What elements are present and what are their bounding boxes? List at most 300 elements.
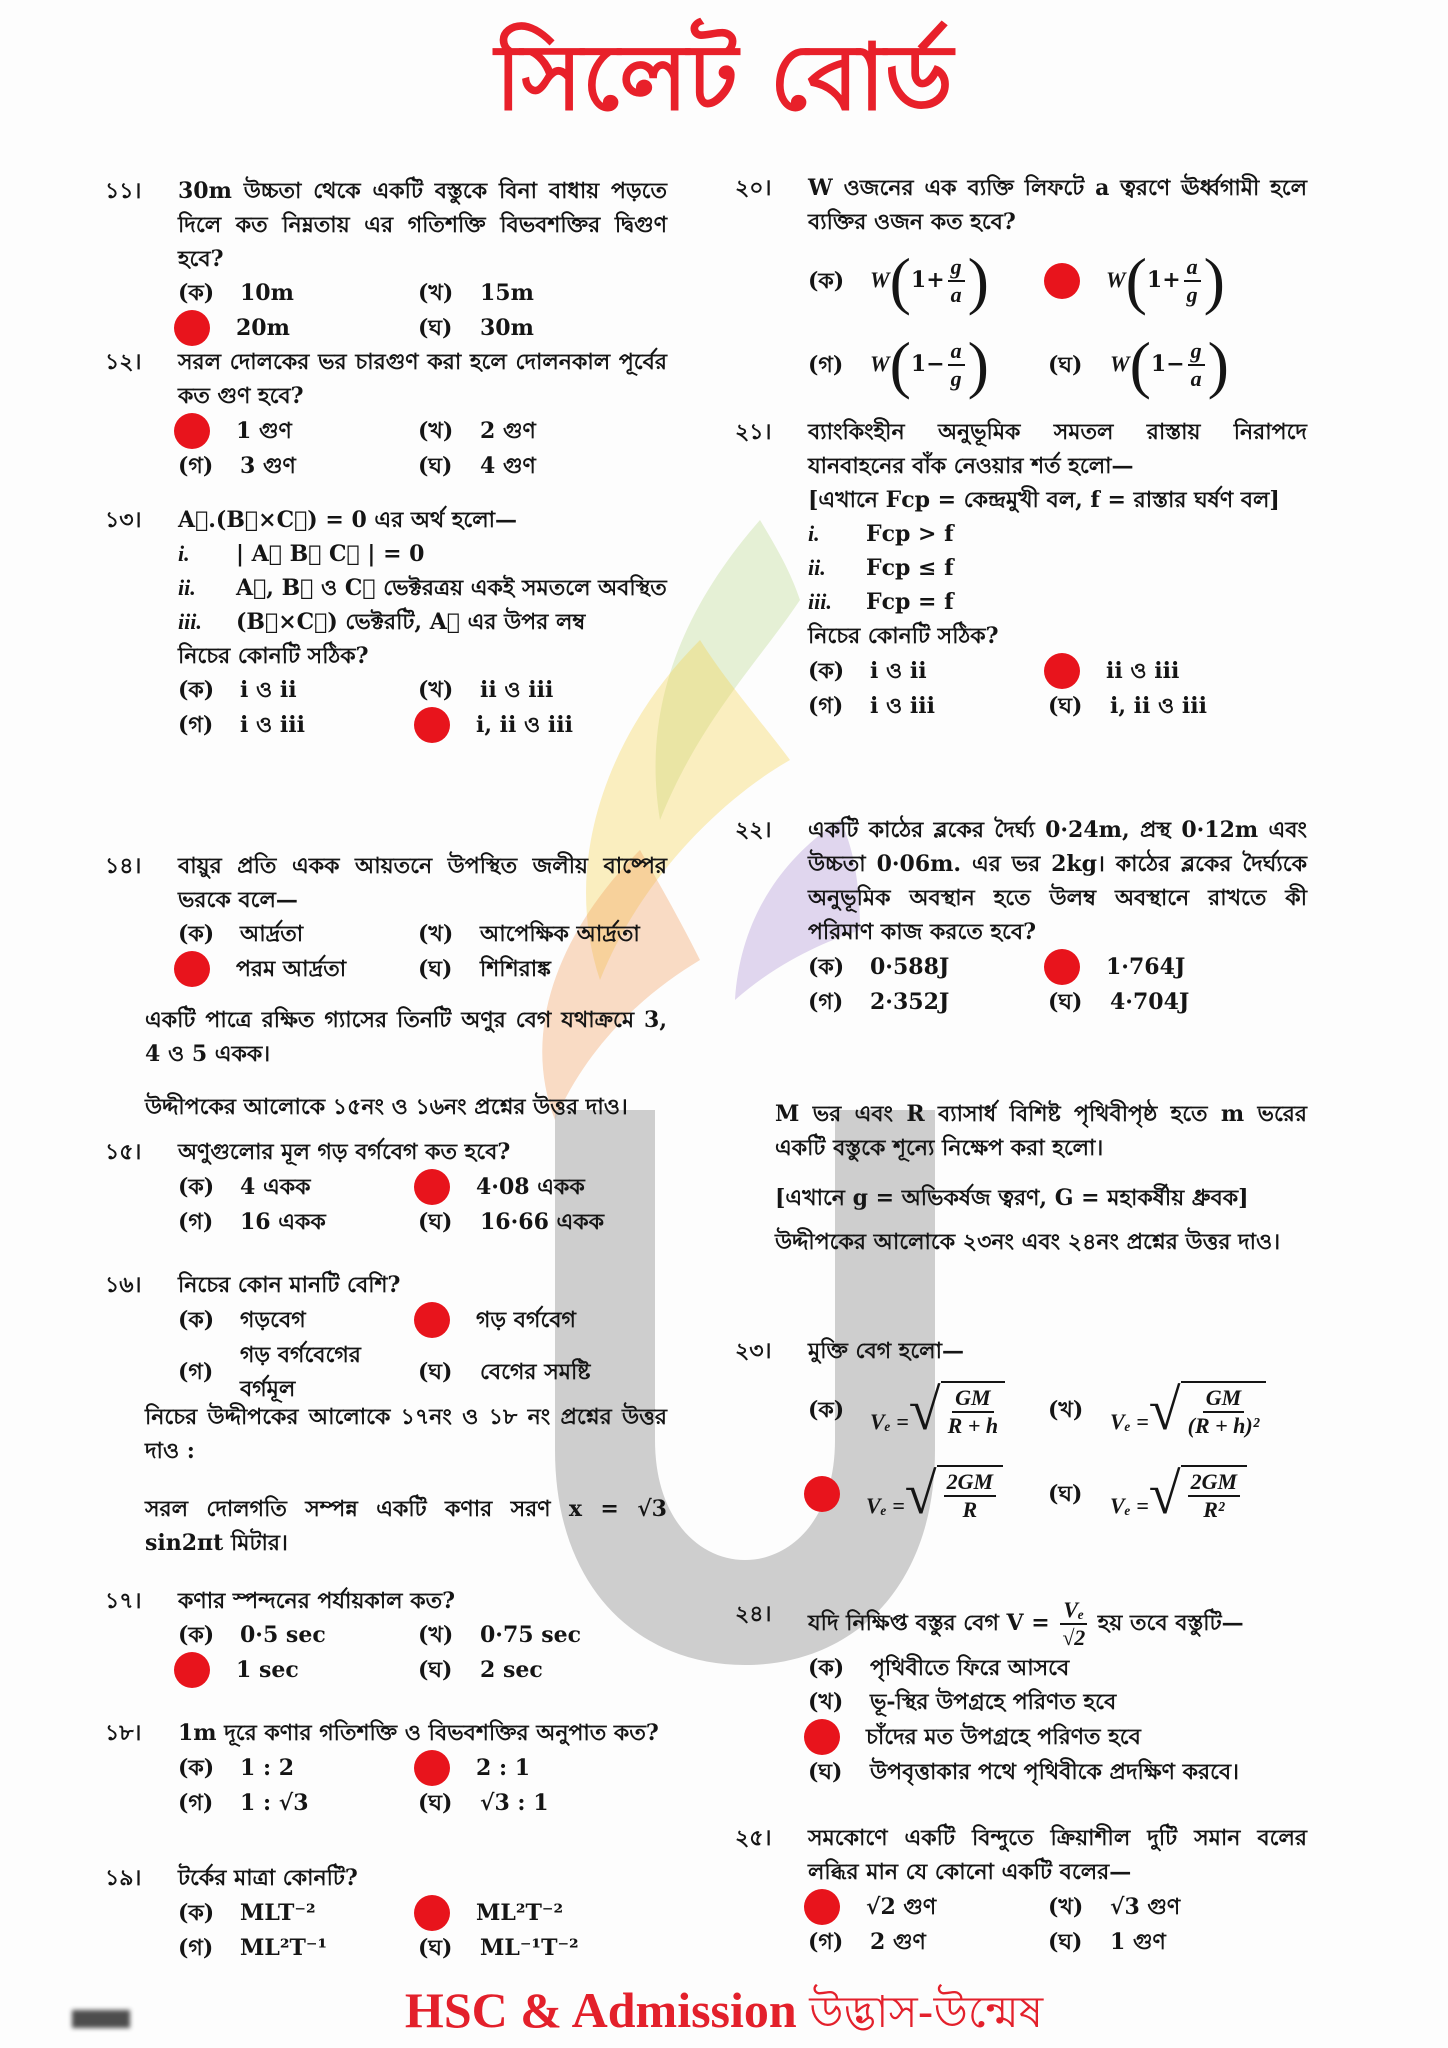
question-stem: [808, 813, 1307, 949]
option-text: 1 : √3: [240, 1790, 309, 1816]
option-text: 4 একক: [240, 1174, 311, 1200]
fraction-denominator: R²: [1203, 1497, 1225, 1522]
stimulus-block: [735, 1181, 1307, 1215]
option[interactable]: [178, 1618, 418, 1652]
option-label: (ক): [178, 1900, 215, 1926]
question-stem: [808, 1821, 1307, 1889]
question-body: [808, 1821, 1307, 1959]
stimulus-block: [105, 1492, 667, 1560]
question-block: [105, 1861, 667, 1965]
option[interactable]: [418, 1652, 667, 1688]
question-stem: [178, 1716, 667, 1750]
option[interactable]: [808, 1368, 1048, 1452]
stem-text: যদি নিক্ষিপ্ত বস্তুর বেগ V =: [808, 1610, 1058, 1636]
option-label: (খ): [418, 418, 454, 444]
statement-item: [178, 537, 667, 571]
option-text: √3 : 1: [480, 1790, 549, 1816]
answer-marker-dot: [174, 1652, 210, 1688]
option[interactable]: [1048, 1925, 1307, 1959]
math-expression: [866, 1461, 1003, 1526]
option[interactable]: [178, 449, 418, 483]
option-text: 0·588J: [870, 954, 950, 980]
option-text: 16·66 একক: [480, 1209, 605, 1235]
stimulus-text: [এখানে g = অভিকর্ষজ ত্বরণ, G = মহাকর্ষীয় ধ্রুবক]: [775, 1185, 1249, 1211]
option-label: (ঘ): [418, 1935, 453, 1961]
option[interactable]: [418, 951, 667, 987]
stem-text: A⃗.(B⃗×C⃗) = 0 এর অর্থ হলো—: [178, 507, 518, 533]
option-text: 2 sec: [480, 1657, 543, 1683]
stimulus-text: সরল দোলগতি সম্পন্ন একটি কণার সরণ x = √3 sin2πt মিটার।: [145, 1496, 667, 1556]
options-grid: [178, 673, 667, 743]
fraction-numerator: Vₑ: [1060, 1597, 1087, 1625]
options-grid: [178, 1750, 667, 1820]
option[interactable]: [808, 653, 1048, 689]
option-text: i ও iii: [240, 712, 305, 738]
question-body: [178, 849, 667, 987]
question-body: [808, 1334, 1307, 1536]
option-label: (ঘ): [808, 1759, 843, 1785]
option-text: 15m: [480, 280, 534, 306]
option-label: (ক): [808, 268, 845, 294]
radical: [1148, 1461, 1247, 1526]
left-paren: (: [889, 245, 911, 316]
option-text: MLT⁻²: [240, 1900, 316, 1926]
one: 1: [910, 351, 927, 377]
question-block: [105, 1716, 667, 1820]
question-number: ১১।: [105, 178, 142, 204]
option-label: (খ): [808, 1689, 844, 1715]
option-text: 2 গুণ: [870, 1929, 926, 1955]
option[interactable]: [178, 1302, 418, 1338]
option-label: (ঘ): [1048, 1929, 1083, 1955]
stem-text: মুক্তি বেগ হলো—: [808, 1338, 964, 1364]
fraction-numerator: GM: [952, 1385, 993, 1413]
option[interactable]: [178, 276, 418, 310]
question-prompt: নিচের কোনটি সঠিক?: [808, 623, 999, 649]
options-grid: [178, 1618, 667, 1688]
option-text: ii ও iii: [1106, 658, 1180, 684]
option[interactable]: [1048, 653, 1307, 689]
stem-text: সমকোণে একটি বিন্দুতে ক্রিয়াশীল দুটি সমান বলের লব্ধির মান যে কোনো একটি বলের—: [808, 1825, 1307, 1885]
square-root-icon: √: [1148, 1461, 1181, 1526]
option-label: (ঘ): [1048, 1481, 1083, 1507]
option[interactable]: [418, 310, 667, 346]
fraction: [948, 254, 965, 308]
option-label: (খ): [418, 921, 454, 947]
question-stem: [178, 503, 667, 537]
option-text: ML²T⁻²: [476, 1900, 564, 1926]
option[interactable]: [808, 985, 1048, 1019]
option-text: আর্দ্রতা: [240, 921, 304, 947]
math-expression: [870, 1377, 1005, 1442]
question-stem: [808, 171, 1307, 239]
stem-text: বায়ুর প্রতি একক আয়তনে উপস্থিত জলীয় বাষ্পের ভরকে বলে—: [178, 853, 667, 913]
option[interactable]: [418, 1205, 667, 1239]
option[interactable]: [178, 1895, 418, 1931]
question-body: [178, 1716, 667, 1820]
fraction-numerator: a: [948, 338, 965, 366]
option-text: i, ii ও iii: [476, 712, 573, 738]
option[interactable]: [808, 239, 1048, 323]
statement-numeral: iii.: [808, 589, 832, 614]
question-block: [735, 415, 1307, 723]
option[interactable]: [178, 413, 418, 449]
option-label: (ক): [808, 658, 845, 684]
option[interactable]: [418, 449, 667, 483]
option-text: গড় বর্গবেগ: [476, 1307, 576, 1333]
stem-text: 1m দূরে কণার গতিশক্তি ও বিভবশক্তির অনুপাত কত?: [178, 1720, 659, 1746]
option[interactable]: [178, 951, 418, 987]
stimulus-block: [735, 1097, 1307, 1165]
fraction-numerator: 2GM: [1188, 1469, 1240, 1497]
statement-text: Fcp > f: [866, 521, 954, 547]
option[interactable]: [178, 1652, 418, 1688]
option-label: (খ): [418, 677, 454, 703]
question-stem: [178, 1135, 667, 1169]
fraction-denominator: g: [950, 366, 962, 391]
footer-brand-bn: উদ্ভাস-উন্মেষ: [809, 1987, 1044, 2038]
operator: +: [1162, 267, 1181, 293]
option[interactable]: [808, 323, 1048, 407]
escape-velocity-symbol: Vₑ =: [1110, 1493, 1149, 1518]
option[interactable]: [1048, 239, 1307, 323]
stem-text: সরল দোলকের ভর চারগুণ করা হলে দোলনকাল পূর্বের কত গুণ হবে?: [178, 349, 667, 409]
answer-marker-dot: [804, 1476, 840, 1512]
option[interactable]: [178, 1931, 418, 1965]
option-text: ML²T⁻¹: [240, 1935, 328, 1961]
left-paren: (: [1125, 245, 1147, 316]
stem-text: ব্যাংকিংহীন অনুভূমিক সমতল রাস্তায় নিরাপদে যানবাহনের বাঁক নেওয়ার শর্ত হলো—: [808, 419, 1307, 479]
option[interactable]: [178, 1169, 418, 1205]
question-body: [178, 345, 667, 483]
one: 1: [910, 267, 927, 293]
option-text: পৃথিবীতে ফিরে আসবে: [870, 1655, 1070, 1681]
right-paren: ): [967, 329, 989, 400]
statement-numeral: i.: [808, 521, 820, 546]
option[interactable]: [808, 1452, 1048, 1536]
option-text: গড়বেগ: [240, 1307, 306, 1333]
question-number: ১৭।: [105, 1588, 142, 1614]
answer-marker-dot: [414, 1895, 450, 1931]
question-body: [808, 813, 1307, 1019]
question-prompt: নিচের কোনটি সঠিক?: [178, 643, 369, 669]
option-text: i ও iii: [870, 693, 935, 719]
stem-text: কণার স্পন্দনের পর্যায়কাল কত?: [178, 1588, 456, 1614]
answer-marker-dot: [1044, 263, 1080, 299]
option[interactable]: [418, 413, 667, 449]
question-number: ২৪।: [735, 1601, 772, 1627]
right-paren: ): [967, 245, 989, 316]
option-label: (গ): [178, 1935, 214, 1961]
question-number: ২১।: [735, 419, 772, 445]
option-text: 4·08 একক: [476, 1174, 585, 1200]
fraction-denominator: a: [950, 282, 962, 307]
option-label: (গ): [808, 693, 844, 719]
stem-text: নিচের কোন মানটি বেশি?: [178, 1272, 401, 1298]
statement-item: [808, 585, 1307, 619]
option-label: (ক): [178, 1307, 215, 1333]
page-title: সিলেট বোর্ড: [495, 23, 953, 131]
statement-item: [808, 517, 1307, 551]
question-stem: [178, 345, 667, 413]
fraction: [1188, 1469, 1240, 1523]
options-grid: [178, 1895, 667, 1965]
option[interactable]: [178, 1205, 418, 1239]
answer-marker-dot: [174, 310, 210, 346]
question-stem: [178, 1584, 667, 1618]
answer-marker-dot: [804, 1719, 840, 1755]
option-label: (গ): [808, 352, 844, 378]
question-block: [105, 849, 667, 987]
option-label: (ঘ): [418, 1359, 453, 1385]
option[interactable]: [178, 673, 418, 707]
option[interactable]: [1048, 323, 1307, 407]
one: 1: [1146, 267, 1163, 293]
math-expression: [870, 329, 989, 400]
math-expression: [1110, 1377, 1266, 1442]
question-block: [735, 813, 1307, 1019]
math-expression: [1110, 329, 1229, 400]
option-text: গড় বর্গবেগের বর্গমূল: [240, 1342, 361, 1402]
options-grid: [808, 1368, 1307, 1536]
option[interactable]: [1048, 1889, 1307, 1925]
escape-velocity-symbol: Vₑ =: [870, 1409, 909, 1434]
stem-text: 30m উচ্চতা থেকে একটি বস্তুকে বিনা বাধায় পড়তে দিলে কত নিম্নতায় এর গতিশক্তি বিভবশক্তির দ্বিগুণ হবে?: [178, 178, 667, 272]
question-number: ২৩।: [735, 1338, 772, 1364]
option-label: (খ): [418, 280, 454, 306]
question-stem: [808, 1334, 1307, 1368]
question-block: [105, 174, 667, 346]
option[interactable]: [178, 1786, 418, 1820]
option-text: ii ও iii: [480, 677, 554, 703]
operator: +: [926, 267, 945, 293]
option[interactable]: [178, 707, 418, 743]
operator: −: [1166, 351, 1185, 377]
stem-text: টর্কের মাত্রা কোনটি?: [178, 1865, 358, 1891]
option-text: √2 গুণ: [866, 1894, 937, 1920]
statement-numeral: ii.: [178, 575, 196, 600]
one: 1: [1150, 351, 1167, 377]
option[interactable]: [418, 1786, 667, 1820]
math-expression: [1110, 1461, 1247, 1526]
option-text: 1·764J: [1106, 954, 1186, 980]
option-label: (ক): [808, 1397, 845, 1423]
options-grid: [178, 276, 667, 346]
right-paren: ): [1207, 329, 1229, 400]
stimulus-text: নিচের উদ্দীপকের আলোকে ১৭নং ও ১৮ নং প্রশ্নের উত্তর দাও :: [145, 1404, 667, 1464]
statement-text: Fcp ≤ f: [866, 555, 954, 581]
option-text: 2 : 1: [476, 1755, 531, 1781]
option[interactable]: [808, 1889, 1048, 1925]
option-text: 2 গুণ: [480, 418, 536, 444]
option[interactable]: [808, 689, 1048, 723]
square-root-icon: √: [908, 1377, 941, 1442]
question-body: [178, 1861, 667, 1965]
option[interactable]: [418, 1895, 667, 1931]
fraction-numerator: a: [1184, 254, 1201, 282]
question-stem: [178, 849, 667, 917]
fraction-denominator: √2: [1062, 1625, 1086, 1650]
fraction-denominator: a: [1190, 366, 1202, 391]
option-text: 30m: [480, 315, 534, 341]
question-block: [735, 1821, 1307, 1959]
option-text: 0·75 sec: [480, 1622, 582, 1648]
option[interactable]: [178, 917, 418, 951]
stem-text: অণুগুলোর মূল গড় বর্গবেগ কত হবে?: [178, 1139, 511, 1165]
question-block: [735, 1597, 1307, 1789]
question-stem: [808, 1597, 1307, 1651]
option[interactable]: [808, 1925, 1048, 1959]
option[interactable]: [418, 1750, 667, 1786]
footer-brand: [0, 1978, 1448, 2045]
left-paren: (: [1129, 329, 1151, 400]
option-label: (গ): [808, 1929, 844, 1955]
option[interactable]: [1048, 949, 1307, 985]
option-text: 3 গুণ: [240, 453, 296, 479]
answer-marker-dot: [414, 1750, 450, 1786]
option-text: i ও ii: [870, 658, 927, 684]
statement-text: A⃗, B⃗ ও C⃗ ভেক্টরত্রয় একই সমতলে অবস্থিত: [236, 575, 667, 601]
question-body: [808, 1597, 1307, 1789]
option-label: (ঘ): [418, 956, 453, 982]
weight-symbol: W: [1106, 267, 1126, 292]
option[interactable]: [808, 1755, 1307, 1789]
radicand: [937, 1465, 1003, 1523]
option[interactable]: [178, 1338, 418, 1406]
statement-item: [178, 571, 667, 605]
option-label: (গ): [808, 989, 844, 1015]
operator: −: [926, 351, 945, 377]
option-text: 0·5 sec: [240, 1622, 326, 1648]
option[interactable]: [1048, 1368, 1307, 1452]
fraction-numerator: 2GM: [944, 1469, 996, 1497]
question-body: [178, 1584, 667, 1688]
question-body: [178, 503, 667, 743]
option[interactable]: [418, 707, 667, 743]
option[interactable]: [808, 1719, 1307, 1755]
question-stem: [178, 1268, 667, 1302]
question-stem: [808, 415, 1307, 483]
stimulus-text: M ভর এবং R ব্যাসার্ধ বিশিষ্ট পৃথিবীপৃষ্ঠ হতে m ভরের একটি বস্তুকে শূন্যে নিক্ষেপ করা হলো।: [775, 1101, 1307, 1161]
option-label: (ক): [808, 1655, 845, 1681]
stem-text: হয় তবে বস্তুটি—: [1090, 1610, 1244, 1636]
option[interactable]: [178, 310, 418, 346]
statement-item: [178, 605, 667, 639]
question-block: [105, 345, 667, 483]
options-grid: [808, 1889, 1307, 1959]
question-body: [178, 1268, 667, 1406]
radical: [1148, 1377, 1267, 1442]
option-text: 4 গুণ: [480, 453, 536, 479]
option-text: ML⁻¹T⁻²: [480, 1935, 579, 1961]
option-text: উপবৃত্তাকার পথে পৃথিবীকে প্রদক্ষিণ করবে।: [870, 1759, 1240, 1785]
stimulus-text: উদ্দীপকের আলোকে ২৩নং এবং ২৪নং প্রশ্নের উত্তর দাও।: [775, 1229, 1281, 1255]
options-grid: [808, 1651, 1307, 1789]
square-root-icon: √: [1148, 1377, 1181, 1442]
question-number: ২২।: [735, 817, 772, 843]
question-number: ১৫।: [105, 1139, 142, 1165]
statement-numeral: ii.: [808, 555, 826, 580]
escape-velocity-symbol: Vₑ =: [1110, 1409, 1149, 1434]
option-text: চাঁদের মত উপগ্রহে পরিণত হবে: [866, 1724, 1141, 1750]
question-block: [105, 1584, 667, 1688]
option[interactable]: [808, 949, 1048, 985]
option-text: i, ii ও iii: [1110, 693, 1207, 719]
option[interactable]: [1048, 985, 1307, 1019]
option-text: পরম আর্দ্রতা: [236, 956, 347, 982]
fraction: [1060, 1597, 1087, 1651]
weight-symbol: W: [870, 267, 890, 292]
option[interactable]: [418, 1338, 667, 1406]
escape-velocity-symbol: Vₑ =: [866, 1493, 905, 1518]
question-number: ২৫।: [735, 1825, 772, 1851]
option-label: (ঘ): [1048, 352, 1083, 378]
option-label: (খ): [1048, 1894, 1084, 1920]
option[interactable]: [418, 276, 667, 310]
option[interactable]: [1048, 1452, 1307, 1536]
fraction-denominator: R + h: [947, 1413, 999, 1438]
answer-marker-dot: [414, 1302, 450, 1338]
question-body: [808, 415, 1307, 723]
fraction-numerator: g: [948, 254, 965, 282]
radical: [904, 1461, 1003, 1526]
option-text: 1 গুণ: [236, 418, 292, 444]
option[interactable]: [418, 673, 667, 707]
question-body: [178, 174, 667, 346]
fraction-denominator: R: [962, 1497, 978, 1522]
fraction-denominator: g: [1186, 282, 1198, 307]
options-grid: [808, 239, 1307, 407]
option-label: (ক): [178, 921, 215, 947]
option-text: 10m: [240, 280, 294, 306]
answer-marker-dot: [804, 1889, 840, 1925]
stimulus-block: [105, 1090, 667, 1124]
option-label: (ঘ): [418, 453, 453, 479]
options-grid: [178, 413, 667, 483]
question-number: ২০।: [735, 175, 772, 201]
option-text: 2·352J: [870, 989, 950, 1015]
question-block: [105, 1135, 667, 1239]
answer-marker-dot: [414, 1169, 450, 1205]
option[interactable]: [808, 1685, 1307, 1719]
option-text: √3 গুণ: [1110, 1894, 1181, 1920]
question-number: ১২।: [105, 349, 142, 375]
fraction: [1188, 338, 1205, 392]
answer-marker-dot: [174, 951, 210, 987]
option[interactable]: [418, 1931, 667, 1965]
answer-marker-dot: [414, 707, 450, 743]
question-block: [105, 1268, 667, 1406]
statement-text: (B⃗×C⃗) ভেক্টরটি, A⃗ এর উপর লম্ব: [236, 609, 586, 635]
radical: [908, 1377, 1005, 1442]
fraction-numerator: GM: [1203, 1385, 1244, 1413]
option-label: (ঘ): [418, 1657, 453, 1683]
option[interactable]: [418, 917, 667, 951]
statement-item: [808, 551, 1307, 585]
option[interactable]: [1048, 689, 1307, 723]
answer-marker-dot: [174, 413, 210, 449]
fraction-denominator: (R + h)²: [1187, 1413, 1260, 1438]
answer-marker-dot: [1044, 949, 1080, 985]
square-root-icon: √: [904, 1461, 937, 1526]
options-grid: [808, 949, 1307, 1019]
option[interactable]: [418, 1618, 667, 1652]
option[interactable]: [418, 1302, 667, 1338]
option[interactable]: [808, 1651, 1307, 1685]
option[interactable]: [178, 1750, 418, 1786]
option[interactable]: [418, 1169, 667, 1205]
option-label: (ক): [178, 1622, 215, 1648]
